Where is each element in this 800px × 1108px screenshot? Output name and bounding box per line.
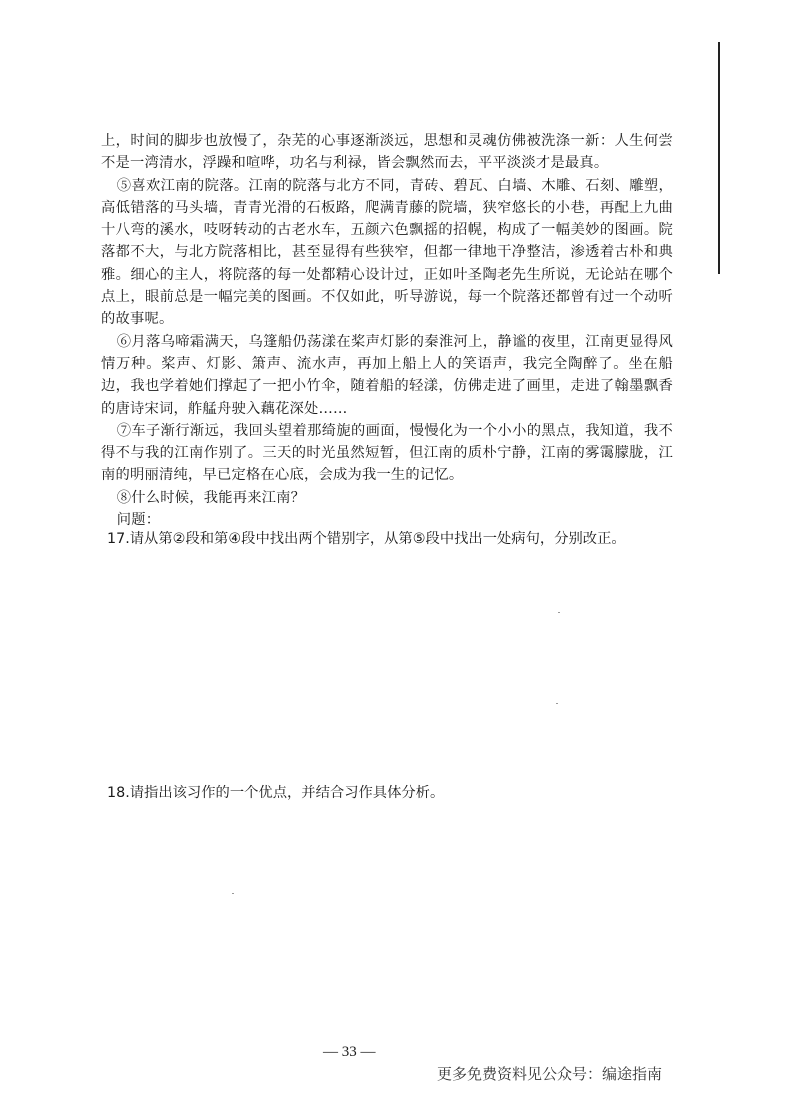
essay-paragraph-continuation: 上，时间的脚步也放慢了，杂芜的心事逐渐淡远，思想和灵魂仿佛被洗涤一新：人生何尝不是一湾清水，浮躁和喧哗，功名与利禄，皆会飘然而去，平平淡淡才是最真。 bbox=[101, 133, 673, 172]
essay-paragraph-8: ⑧什么时候，我能再来江南？ bbox=[116, 489, 306, 506]
scan-speck bbox=[232, 893, 234, 894]
page-number: — 33 — bbox=[323, 1044, 376, 1060]
essay-paragraph-5: ⑤喜欢江南的院落。江南的院落与北方不同，青砖、碧瓦、白墙、木雕、石刻、雕塑，高低错落的马头墙，青青光滑的石板路，爬满青藤的院墙，狭窄悠长的小巷，再配上九曲十八弯的溪水，吱呀转动的古老水车，五颜六色飘摇的招幌，构成了一幅美妙的图画。院落都不大，与北方院落相比，甚至显得有些狭窄，但都一律地干净整洁，渗透着古朴和典雅。细心的主人，将院落的每一处都精心设计过，正如叶圣陶老先生所说，无论站在哪个点上，眼前总是一幅完美的图画。不仅如此，听导游说，每一个院落还都曾有过一个动听的故事呢。 bbox=[101, 177, 673, 328]
essay-paragraph-7: ⑦车子渐行渐远，我回头望着那绮旎的画面，慢慢化为一个小小的黑点，我知道，我不得不与我的江南作别了。三天的时光虽然短暂，但江南的质朴宁静，江南的雾霭朦胧，江南的明丽清纯，早已定格在心底，会成为我一生的记忆。 bbox=[101, 422, 673, 484]
footer-note: 更多免费资料见公众号：编途指南 bbox=[437, 1065, 663, 1083]
question-18: 18.请指出该习作的一个优点，并结合习作具体分析。 bbox=[107, 785, 445, 801]
scan-speck bbox=[558, 612, 560, 613]
essay-text bbox=[101, 130, 673, 531]
binding-line bbox=[718, 42, 720, 274]
questions-heading: 问题： bbox=[116, 512, 161, 529]
scan-speck bbox=[556, 703, 558, 704]
question-17: 17.请从第②段和第④段中找出两个错别字，从第⑤段中找出一处病句，分别改正。 bbox=[107, 531, 626, 547]
essay-paragraph-6: ⑥月落乌啼霜满天，乌篷船仍荡漾在桨声灯影的秦淮河上，静谧的夜里，江南更显得风情万种。桨声、灯影、箫声、流水声，再加上船上人的笑语声，我完全陶醉了。坐在船边，我也学着她们撑起了一把小竹伞，随着船的轻漾，仿佛走进了画里，走进了翰墨飘香的唐诗宋词，舴艋舟驶入藕花深处…… bbox=[101, 333, 673, 417]
